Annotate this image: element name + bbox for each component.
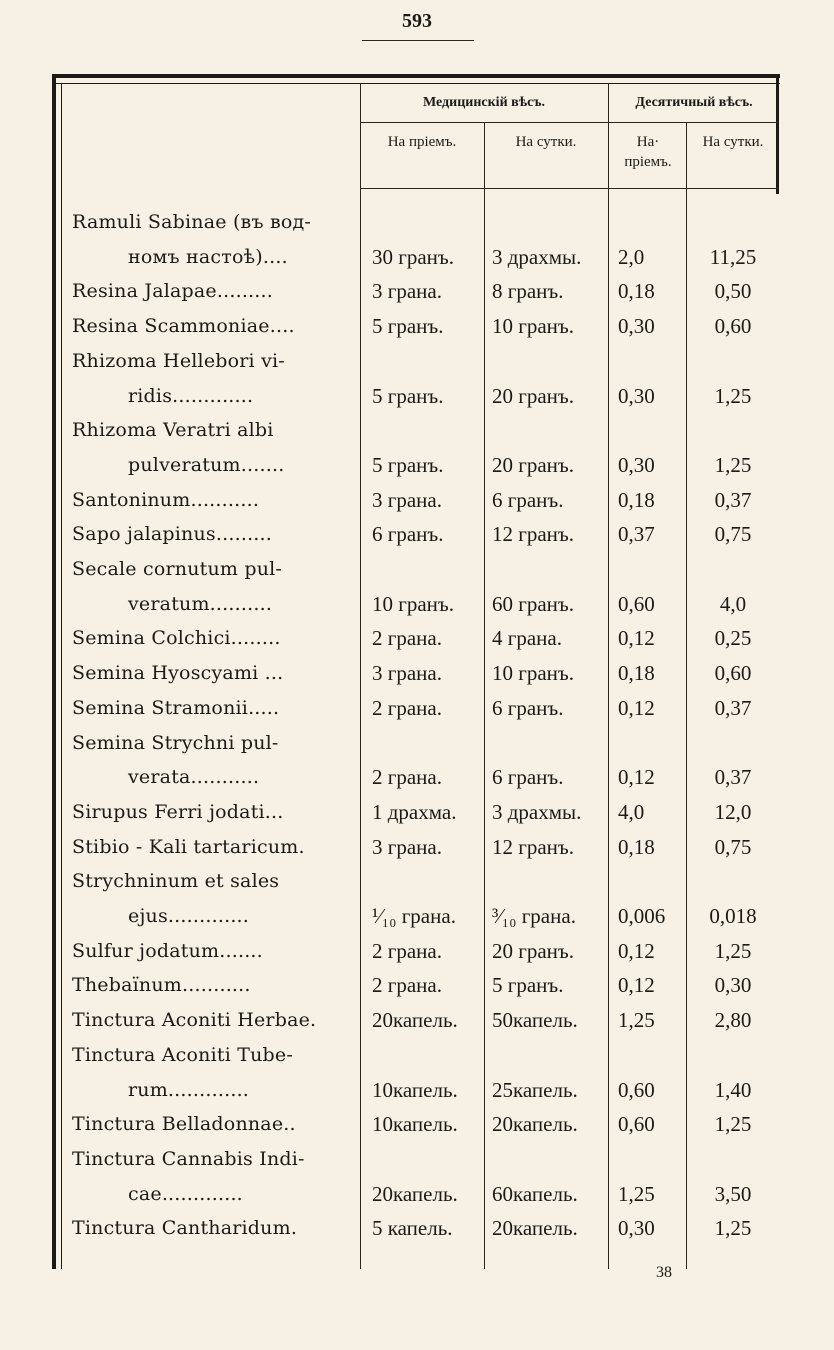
table-row [62,379,778,413]
medical-daily [488,205,612,239]
medical-daily: 8 гранъ. [492,279,564,304]
table-frame-top-inner [56,83,780,84]
decimal-daily [688,552,778,586]
decimal-dose: 0,37 [618,522,655,547]
decimal-dose: 0,006 [618,904,666,928]
medical-daily: 12 гранъ. [492,522,575,547]
decimal-dose: 1,25 [618,1008,655,1033]
drug-name: Semina Colchici........ [72,627,281,650]
drug-name: ridis............. [128,384,254,407]
medical-dose: ¹⁄₁₀ грана. [372,904,456,928]
medical-dose: 5 гранъ. [372,383,444,408]
decimal-daily: 1,25 [714,938,752,963]
medical-dose: 10капель. [372,1077,458,1102]
header-med-per-day: На сутки. [515,134,577,150]
table-row [62,795,778,829]
table-row [62,552,778,586]
decimal-dose: 0,12 [618,626,655,651]
decimal-daily: 0,37 [714,487,752,512]
decimal-dose: 0,60 [618,591,655,616]
decimal-daily: 4,0 [719,591,747,616]
decimal-dose: 0,12 [618,765,655,790]
decimal-daily [688,344,778,378]
decimal-dose: 0,18 [618,834,655,859]
table-row [62,344,778,378]
decimal-daily: 0,60 [714,661,752,686]
drug-name: Rhizoma Hellebori vi- [72,349,285,372]
table-row [62,483,778,517]
medical-dose: 2 грана. [372,938,442,963]
table-row [62,274,778,308]
medical-dose: 5 капель. [372,1216,453,1241]
table-row [62,968,778,1002]
medical-daily: 25капель. [492,1077,578,1102]
decimal-daily: 1,25 [714,383,752,408]
table-row [62,830,778,864]
decimal-daily: 0,37 [714,695,752,720]
medical-dose: 2 грана. [372,973,442,998]
medical-daily [488,344,612,378]
decimal-daily [688,1142,778,1176]
table-row [62,726,778,760]
medical-dose [368,552,492,586]
drug-name: Tinctura Aconiti Herbae. [72,1009,317,1032]
drug-name: rum............. [128,1078,250,1101]
table-row [62,205,778,239]
table-frame-left [52,74,56,1269]
medical-dose: 3 грана. [372,661,442,686]
decimal-daily: 0,30 [714,973,752,998]
table-row [62,691,778,725]
decimal-daily: 3,50 [714,1181,752,1206]
table-row [62,1038,778,1072]
medical-dose: 3 грана. [372,279,442,304]
medical-daily [488,726,612,760]
drug-name: Resina Jalapae......... [72,280,274,303]
decimal-daily: 12,0 [714,799,752,824]
table-row [62,413,778,447]
header-dec-per-day: На сутки. [702,134,764,150]
medical-daily: ³⁄₁₀ грана. [492,904,576,928]
drug-name: Secale cornutum pul- [72,558,283,580]
medical-daily: 3 драхмы. [492,244,582,269]
table-row [62,587,778,621]
medical-daily [488,552,612,586]
decimal-daily [688,205,778,239]
medical-dose: 20капель. [372,1181,458,1206]
medical-dose: 2 грана. [372,626,442,651]
decimal-dose [610,413,694,447]
decimal-daily: 0,50 [714,279,752,304]
medical-daily: 6 гранъ. [492,487,564,512]
decimal-dose [610,205,694,239]
medical-dose [368,413,492,447]
decimal-daily [688,413,778,447]
decimal-dose [610,726,694,760]
table-row [62,1177,778,1211]
drug-name: pulveratum....... [128,453,285,476]
decimal-dose: 0,12 [618,938,655,963]
decimal-dose: 0,30 [618,383,655,408]
header-subrule [360,122,778,123]
table-frame-top [52,74,780,78]
decimal-dose: 0,12 [618,695,655,720]
medical-daily: 3 драхмы. [492,799,582,824]
table-row [62,656,778,690]
medical-dose: 20капель. [372,1008,458,1033]
decimal-dose: 0,60 [618,1112,655,1137]
decimal-dose: 2,0 [618,244,645,269]
table-row [62,934,778,968]
header-med-per-dose: На пріемъ. [387,134,457,150]
decimal-dose: 0,60 [618,1077,655,1102]
table-row [62,1003,778,1037]
drug-name: номъ настоѣ).... [128,245,288,268]
drug-name: ejus............. [128,905,250,927]
decimal-dose [610,552,694,586]
medical-daily: 5 гранъ. [492,973,564,998]
decimal-daily: 0,018 [709,904,757,928]
medical-dose: 3 грана. [372,487,442,512]
decimal-daily: 0,25 [714,626,752,651]
table-frame-right [776,74,779,194]
drug-name: Stibio - Kali tartaricum. [72,835,305,858]
drug-name: Tinctura Cannabis Indi- [72,1147,305,1170]
table-row [62,240,778,274]
header-decimal-weight: Десятичный вѣсъ. [635,95,753,110]
drug-name: Tinctura Aconiti Tube- [72,1043,293,1066]
decimal-daily [688,726,778,760]
medical-daily [488,413,612,447]
table-row [62,309,778,343]
medical-daily: 6 гранъ. [492,765,564,790]
drug-name: Resina Scammoniae.... [72,315,295,338]
table-row [62,448,778,482]
drug-name: veratum.......... [128,592,273,615]
medical-daily: 60 гранъ. [492,591,575,616]
drug-name: Semina Stramonii..... [72,696,280,719]
medical-dose [368,1038,492,1072]
medical-daily: 20капель. [492,1216,578,1241]
decimal-daily [688,1038,778,1072]
table-row [62,1142,778,1176]
medical-daily: 6 гранъ. [492,695,564,720]
decimal-daily: 1,25 [714,1216,752,1241]
decimal-daily: 2,80 [714,1008,752,1033]
medical-dose [368,344,492,378]
decimal-daily: 0,75 [714,834,752,859]
decimal-dose: 0,18 [618,487,655,512]
medical-dose: 30 гранъ. [372,244,455,269]
decimal-dose [610,344,694,378]
drug-name: Semina Strychni pul- [72,731,279,754]
medical-daily [488,1038,612,1072]
table-row [62,1107,778,1141]
medical-daily: 20 гранъ. [492,938,575,963]
decimal-dose: 0,30 [618,1216,655,1241]
medical-dose: 6 гранъ. [372,522,444,547]
decimal-daily: 1,40 [714,1077,752,1102]
table-row [62,621,778,655]
decimal-dose: 0,30 [618,452,655,477]
decimal-daily [688,864,778,898]
drug-name: Rhizoma Veratri albi [72,419,274,442]
medical-daily: 12 гранъ. [492,834,575,859]
decimal-dose: 0,18 [618,279,655,304]
decimal-dose: 0,12 [618,973,655,998]
decimal-dose: 1,25 [618,1181,655,1206]
drug-name: Tinctura Belladonnae.. [72,1113,296,1136]
decimal-dose [610,1038,694,1072]
table-row [62,1073,778,1107]
header-dec-per-dose: На· пріемъ. [624,134,672,170]
page-number-rule [362,40,474,41]
medical-dose: 5 гранъ. [372,452,444,477]
table-row [62,1211,778,1245]
decimal-dose: 0,18 [618,661,655,686]
medical-dose [368,864,492,898]
medical-daily [488,1142,612,1176]
decimal-daily: 0,75 [714,522,752,547]
medical-daily: 20 гранъ. [492,452,575,477]
medical-daily: 20 гранъ. [492,383,575,408]
drug-name: Sirupus Ferri jodati... [72,800,284,823]
medical-daily: 60капель. [492,1181,578,1206]
medical-dose: 10капель. [372,1112,458,1137]
decimal-daily: 0,37 [714,765,752,790]
medical-dose [368,1142,492,1176]
medical-daily: 10 гранъ. [492,661,575,686]
signature-number: 38 [656,1264,672,1281]
decimal-dose [610,1142,694,1176]
medical-daily: 4 грана. [492,626,562,651]
medical-dose: 1 драхма. [372,799,457,824]
decimal-daily: 1,25 [714,1112,752,1137]
table-row [62,760,778,794]
drug-name: Sapo jalapinus......... [72,523,273,546]
drug-name: Ramuli Sabinae (въ вод- [72,211,312,233]
drug-name: verata........... [128,766,260,789]
medical-daily: 50капель. [492,1008,578,1033]
page-number: 593 [402,10,432,32]
drug-name: Semina Hyoscyami ... [72,662,284,685]
medical-dose: 2 грана. [372,695,442,720]
drug-name: Santoninum........... [72,488,260,511]
drug-name: Thebaïnum........... [72,974,251,997]
medical-dose: 3 грана. [372,834,442,859]
header-bottom-rule [360,188,778,189]
decimal-daily: 0,60 [714,314,752,339]
drug-name: Sulfur jodatum....... [72,939,263,962]
decimal-daily: 11,25 [709,244,757,269]
medical-daily [488,864,612,898]
decimal-daily: 1,25 [714,452,752,477]
table-row [62,517,778,551]
drug-name: Strychninum et sales [72,870,280,893]
decimal-dose [610,864,694,898]
header-medical-weight: Медицинскій вѣсъ. [423,95,545,110]
medical-dose [368,726,492,760]
decimal-dose: 0,30 [618,314,655,339]
table-row [62,864,778,898]
drug-name: cae............. [128,1182,243,1205]
table-row [62,899,778,933]
medical-daily: 20капель. [492,1112,578,1137]
drug-name: Tinctura Cantharidum. [72,1217,298,1240]
medical-dose: 5 гранъ. [372,314,444,339]
medical-daily: 10 гранъ. [492,314,575,339]
medical-dose: 2 грана. [372,765,442,790]
medical-dose [368,205,492,239]
medical-dose: 10 гранъ. [372,591,455,616]
decimal-dose: 4,0 [618,799,645,824]
